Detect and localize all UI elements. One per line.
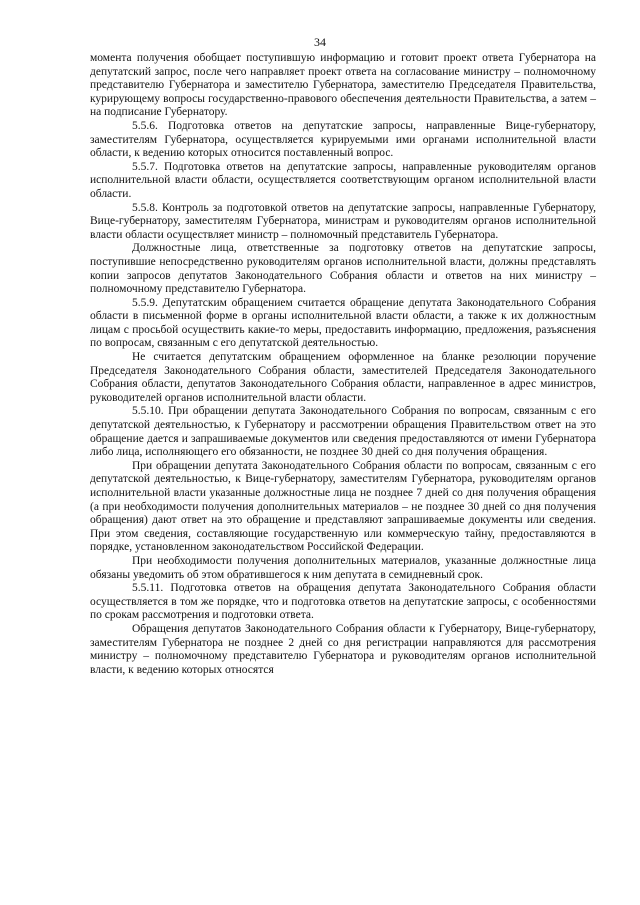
paragraph-appeals-routing: Обращения депутатов Законодательного Собрания области к Губернатору, Вице-губернатору, заместителям Губернатора не позднее 2 дней со дня регистрации направляются для рассмотрения министру – полномочному представителю Губернатора и руководителям органов исполнительной власти, к ведению которых относятся [90, 622, 596, 676]
paragraph-5-5-10: 5.5.10. При обращении депутата Законодательного Собрания по вопросам, связанным с его депутатской деятельностью, к Губернатору и рассмотрении обращения Правительством ответ на это обращение дается и запрашиваемые документов или сведения предоставляются от имени Губернатора либо лица, исполняющего его обязанности, не позднее 30 дней со дня получения обращения. [90, 405, 596, 459]
paragraph-continuation: момента получения обобщает поступившую информацию и готовит проект ответа Губернатора на депутатский запрос, после чего направляет проект ответа на согласование министру – полномочному представителю Губернатора и заместителю Губернатора, заместителю Председателя Правительства, курирующему вопросы государственно-правового обеспечения деятельности Правительства, а затем – на подписание Губернатору. [90, 52, 596, 119]
paragraph-5-5-8: 5.5.8. Контроль за подготовкой ответов на депутатские запросы, направленные Губернатору, Вице-губернатору, заместителям Губернатора, министрам и руководителям органов исполнительной власти области осуществляет министр – полномочный представитель Губернатора. [90, 201, 596, 241]
paragraph-appeal-vice-governor: При обращении депутата Законодательного Собрания области по вопросам, связанным с его депутатской деятельностью, к Вице-губернатору, заместителям Губернатора, руководителям органов исполнительной власти указанные должностные лица не позднее 7 дней со дня получения обращения (а при необходимости получения дополнительных материалов – не позднее 30 дней со дня получения обращения) дают ответ на это обращение и представляют запрашиваемые документы или сведения. При этом сведения, составляющие государственную или коммерческую тайну, предоставляются в порядке, установленном законодательством Российской Федерации. [90, 459, 596, 554]
paragraph-5-5-9: 5.5.9. Депутатским обращением считается обращение депутата Законодательного Собрания области в письменной форме в органы исполнительной власти области, а также к их должностным лицам с просьбой осуществить какие-то меры, предоставить информацию, предложения, разъяснения по вопросам, связанным с его депутатской деятельностью. [90, 296, 596, 350]
paragraph-officials-copies: Должностные лица, ответственные за подготовку ответов на депутатские запросы, поступившие непосредственно руководителям органов исполнительной власти, должны представлять копии запросов депутатов Законодательного Собрания области и ответов на них министру – полномочному представителю Губернатора. [90, 242, 596, 296]
paragraph-5-5-6: 5.5.6. Подготовка ответов на депутатские запросы, направленные Вице-губернатору, заместителям Губернатора, осуществляется курируемыми ими органами исполнительной власти области, к ведению которых относится поставленный вопрос. [90, 119, 596, 160]
page-number: 34 [314, 35, 326, 49]
paragraph-5-5-7: 5.5.7. Подготовка ответов на депутатские запросы, направленные руководителям органов исполнительной власти области, осуществляется соответствующим органом исполнительной власти области. [90, 160, 596, 200]
document-body [90, 52, 596, 677]
paragraph-5-5-11: 5.5.11. Подготовка ответов на обращения депутата Законодательного Собрания области осуществляется в том же порядке, что и подготовка ответов на депутатские запросы, с особенностями по срокам рассмотрения и подготовки ответа. [90, 582, 596, 622]
paragraph-additional-materials: При необходимости получения дополнительных материалов, указанные должностные лица обязаны уведомить об этом обратившегося к ним депутата в семидневный срок. [90, 554, 596, 581]
paragraph-not-deputy-appeal: Не считается депутатским обращением оформленное на бланке резолюции поручение Председателя Законодательного Собрания области, заместителей Председателя Законодательного Собрания области, депутатов Законодательного Собрания области, направленное в адрес министров, руководителей органов исполнительной власти области. [90, 351, 596, 404]
